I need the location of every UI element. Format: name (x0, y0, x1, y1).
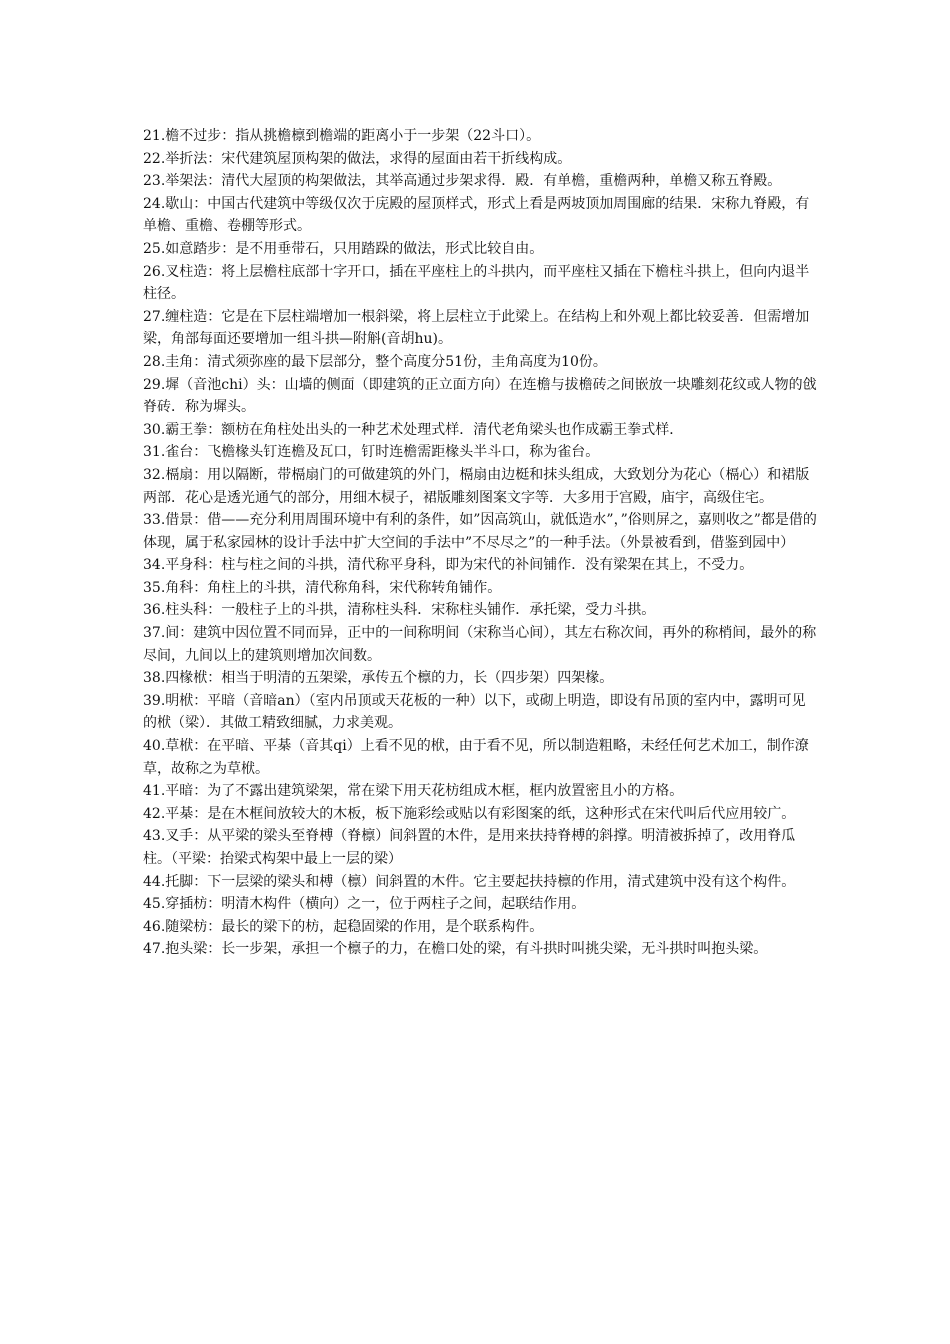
glossary-entry-30: 30.霸王拳：额枋在角柱处出头的一种艺术处理式样．清代老角梁头也作成霸王拳式样． (143, 421, 684, 438)
glossary-entry-41: 41.平暗：为了不露出建筑梁架，常在梁下用天花枋组成木框，框内放置密且小的方格。 (143, 783, 684, 800)
glossary-entry-23: 23.举架法：清代大屋顶的构架做法，其举高通过步架求得．殿．有单檐，重檐两种，单檐又称五脊殿。 (143, 173, 782, 190)
glossary-entry-46: 46.随梁枋：最长的梁下的枋，起稳固梁的作用，是个联系构件。 (143, 918, 544, 935)
glossary-entry-28: 28.圭角：清式须弥座的最下层部分，整个高度分51份，圭角高度为10份。 (143, 353, 607, 370)
glossary-entry-32: 32.槅扇：用以隔断，带槅扇门的可做建筑的外门，槅扇由边梃和抹头组成，大致划分为花心（槅心）和裙版两部．花心是透光通气的部分，用细木棂子，裙版雕刻图案文字等．大多用于宫殿，庙宇，高级住宅。 (143, 466, 810, 506)
glossary-entry-42: 42.平棊：是在木框间放较大的木板，板下施彩绘或贴以有彩图案的纸，这种形式在宋代叫后代应用较广。 (143, 805, 796, 822)
glossary-entry-37: 37.间：建筑中因位置不同而异，正中的一间称明间（宋称当心间），其左右称次间，再外的称梢间，最外的称尽间，九间以上的建筑则增加次间数。 (143, 625, 817, 664)
glossary-entry-24: 24.歇山：中国古代建筑中等级仅次于庑殿的屋顶样式，形式上看是两坡顶加周围廊的结果．宋称九脊殿，有单檐、重檐、卷棚等形式。 (143, 195, 810, 235)
glossary-entry-39: 39.明栿：平暗（音暗an）（室内吊顶或天花板的一种）以下，或砌上明造，即设有吊顶的室内中，露明可见的栿（梁）．其做工精致细腻，力求美观。 (143, 692, 806, 732)
glossary-entry-44: 44.托脚：下一层梁的梁头和榑（檩）间斜置的木件。它主要起扶持檩的作用，清式建筑中没有这个构件。 (143, 873, 796, 890)
glossary-entry-33: 33.借景：借——充分利用周围环境中有利的条件，如”因高筑山，就低造水”，”俗则屏之，嘉则收之”都是借的体现，属于私家园林的设计手法中扩大空间的手法中”不尽尽之”的一种手法。（外景被看到，借鉴到园中） (143, 512, 817, 551)
glossary-entry-27: 27.缠柱造：它是在下层柱端增加一根斜梁，将上层柱立于此梁上。在结构上和外观上都比较妥善．但需增加梁，角部每面还要增加一组斗拱—附斛(音胡hu)。 (143, 308, 810, 348)
glossary-entry-26: 26.叉柱造：将上层檐柱底部十字开口，插在平座柱上的斗拱内，而平座柱又插在下檐柱斗拱上，但向内退半柱径。 (143, 263, 810, 303)
glossary-entry-45: 45.穿插枋：明清木构件（横向）之一，位于两柱子之间，起联结作用。 (143, 896, 586, 913)
document-page (143, 125, 819, 961)
glossary-entry-43: 43.叉手：从平梁的梁头至脊榑（脊檩）间斜置的木件，是用来扶持脊榑的斜撑。明清被拆掉了，改用脊瓜柱。（平梁：抬梁式构架中最上一层的梁） (143, 828, 796, 867)
glossary-entry-36: 36.柱头科：一般柱子上的斗拱，清称柱头科．宋称柱头铺作．承托梁，受力斗拱。 (143, 602, 656, 619)
glossary-entry-31: 31.雀台：飞檐椽头钉连檐及瓦口，钉时连檐需距椽头半斗口，称为雀台。 (143, 444, 600, 461)
glossary-entry-25: 25.如意踏步：是不用垂带石，只用踏跺的做法，形式比较自由。 (143, 240, 544, 257)
glossary-entry-47: 47.抱头梁：长一步架，承担一个檩子的力，在檐口处的梁，有斗拱时叫挑尖梁，无斗拱时叫抱头梁。 (143, 941, 768, 958)
glossary-entry-38: 38.四椽栿：相当于明清的五架梁，承传五个檩的力，长（四步架）四架椽。 (143, 670, 614, 687)
glossary-entry-29: 29.墀（音池chi）头：山墙的侧面（即建筑的正立面方向）在连檐与拔檐砖之间嵌放一块雕刻花纹或人物的戗脊砖．称为墀头。 (143, 376, 817, 416)
glossary-entry-22: 22.举折法：宋代建筑屋顶构架的做法，求得的屋面由若干折线构成。 (143, 150, 572, 167)
glossary-entry-34: 34.平身科：柱与柱之间的斗拱，清代称平身科，即为宋代的补间铺作．没有梁架在其上，不受力。 (143, 557, 754, 574)
glossary-entry-40: 40.草栿：在平暗、平棊（音其qi）上看不见的栿，由于看不见，所以制造粗略，未经任何艺术加工，制作潦草，故称之为草栿。 (143, 738, 809, 777)
glossary-entry-21: 21.檐不过步：指从挑檐檩到檐端的距离小于一步架（22斗口）。 (143, 128, 541, 144)
glossary-entry-35: 35.角科：角柱上的斗拱，清代称角科，宋代称转角铺作。 (143, 579, 502, 596)
